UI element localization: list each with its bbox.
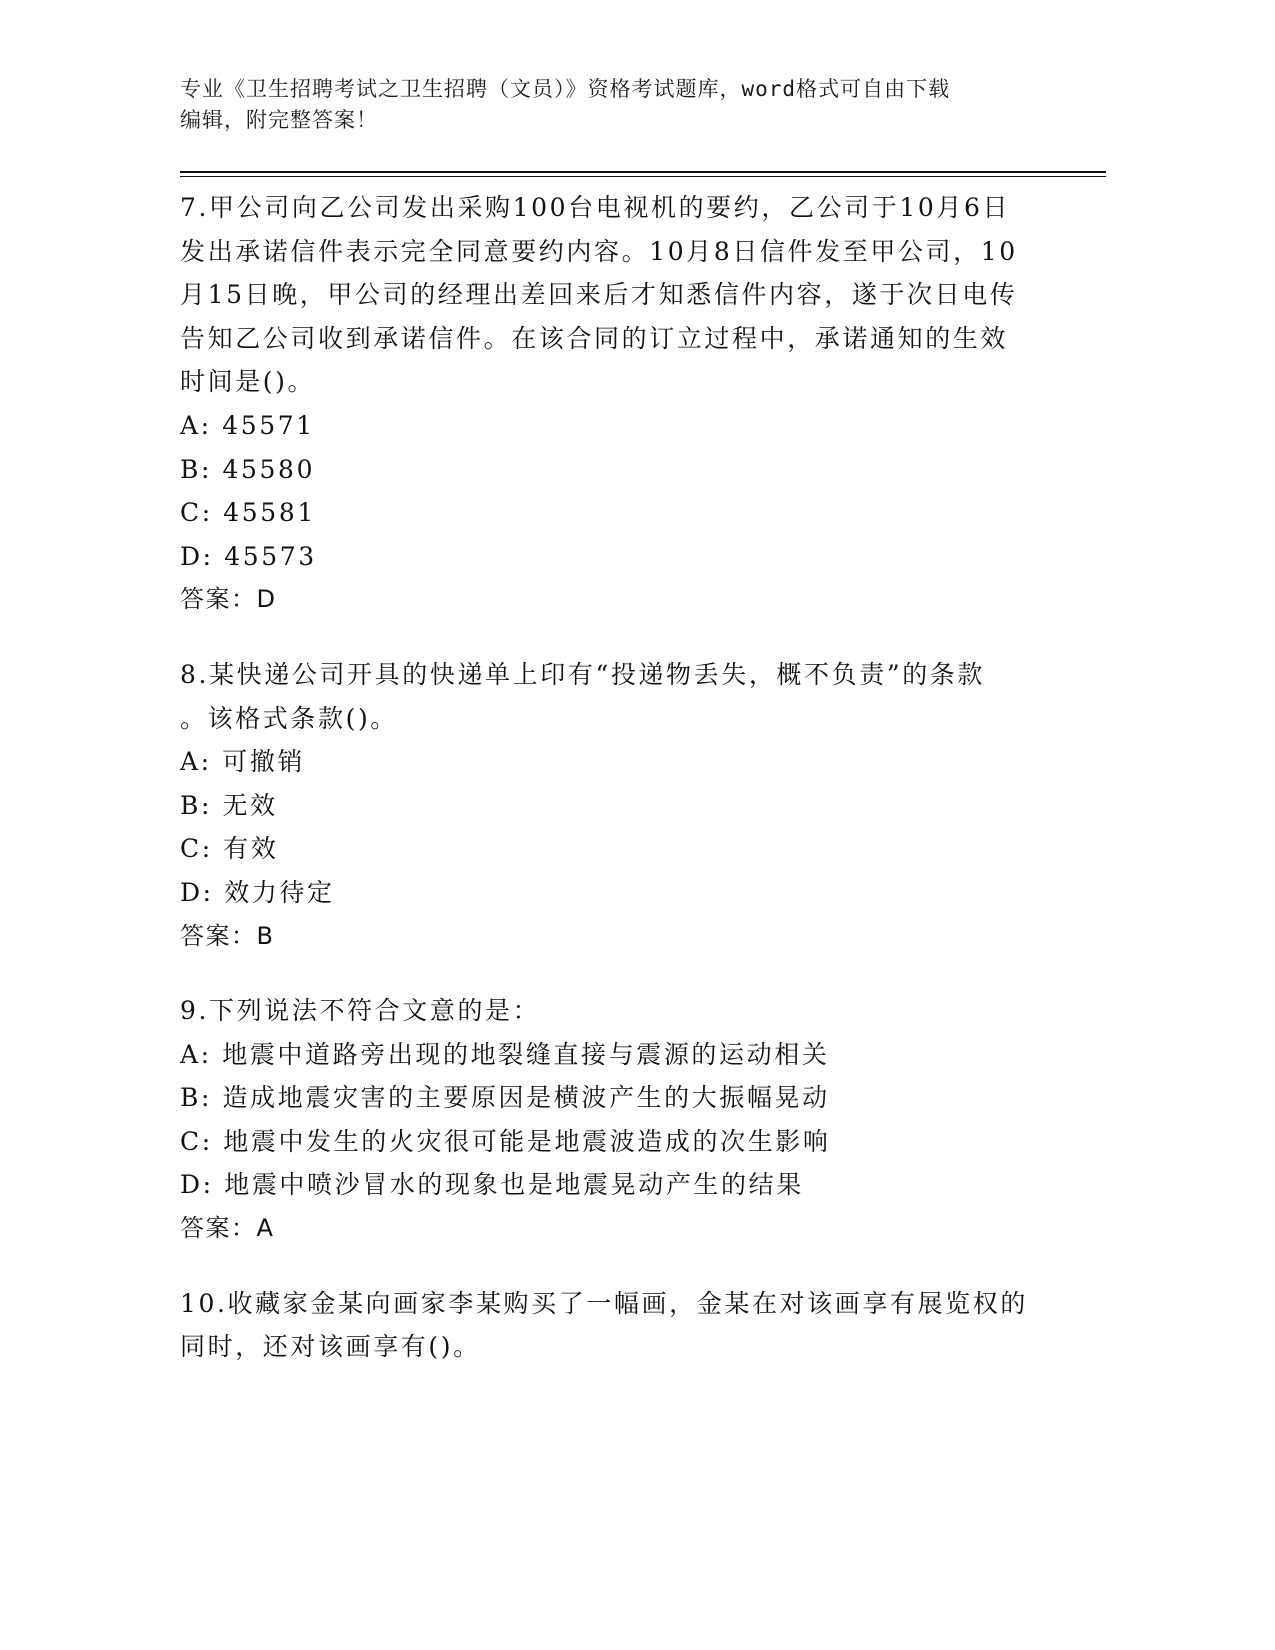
question-text-line: 时间是()。 [180, 367, 316, 397]
answer-line: 答案：A [180, 1214, 275, 1243]
option-b: B: 造成地震灾害的主要原因是横波产生的大振幅晃动 [180, 1083, 830, 1113]
option-c: C: 45581 [180, 498, 316, 528]
question-text-line: 10.收藏家金某向画家李某购买了一幅画，金某在对该画享有展览权的 [180, 1288, 1028, 1318]
question-8 [180, 653, 1050, 958]
header-divider-thin [180, 176, 1106, 177]
option-d: D: 效力待定 [180, 877, 335, 907]
question-text-line: 月15日晚，甲公司的经理出差回来后才知悉信件内容，遂于次日电传 [180, 280, 1018, 310]
option-c: C: 地震中发生的火灾很可能是地震波造成的次生影响 [180, 1126, 831, 1156]
question-text-line: 7.甲公司向乙公司发出采购100台电视机的要约，乙公司于10月6日 [180, 193, 1011, 222]
question-text-line: 同时，还对该画享有()。 [180, 1332, 481, 1362]
option-b: B: 45580 [180, 454, 316, 484]
question-text-line: 发出承诺信件表示完全同意要约内容。10月8日信件发至甲公司，10 [180, 236, 1018, 266]
question-text-line: 告知乙公司收到承诺信件。在该合同的订立过程中，承诺通知的生效 [180, 323, 1009, 353]
question-text-line: 9.下列说法不符合文意的是： [180, 996, 541, 1026]
question-list [180, 186, 1050, 1400]
header-line-2: 编辑，附完整答案！ [180, 108, 378, 132]
answer-line: 答案：D [180, 585, 277, 614]
question-10 [180, 1282, 1050, 1369]
option-a: A: 45571 [180, 410, 315, 440]
question-text-line: 8.某快递公司开具的快递单上印有“投递物丢失，概不负责”的条款 [180, 659, 986, 689]
option-c: C: 有效 [180, 834, 279, 864]
option-d: D: 45573 [180, 541, 317, 571]
document-header [180, 74, 1040, 136]
answer-line: 答案：B [180, 921, 275, 950]
question-9 [180, 989, 1050, 1251]
option-a: A: 地震中道路旁出现的地裂缝直接与震源的运动相关 [180, 1039, 830, 1069]
option-b: B: 无效 [180, 790, 278, 820]
question-text-line: 。该格式条款()。 [180, 703, 398, 733]
question-7 [180, 186, 1050, 622]
header-line-1: 专业《卫生招聘考试之卫生招聘（文员）》资格考试题库，word格式可自由下载 [180, 77, 951, 101]
option-d: D: 地震中喷沙冒水的现象也是地震晃动产生的结果 [180, 1170, 804, 1200]
header-divider-thick [180, 171, 1106, 173]
option-a: A: 可撤销 [180, 747, 306, 777]
